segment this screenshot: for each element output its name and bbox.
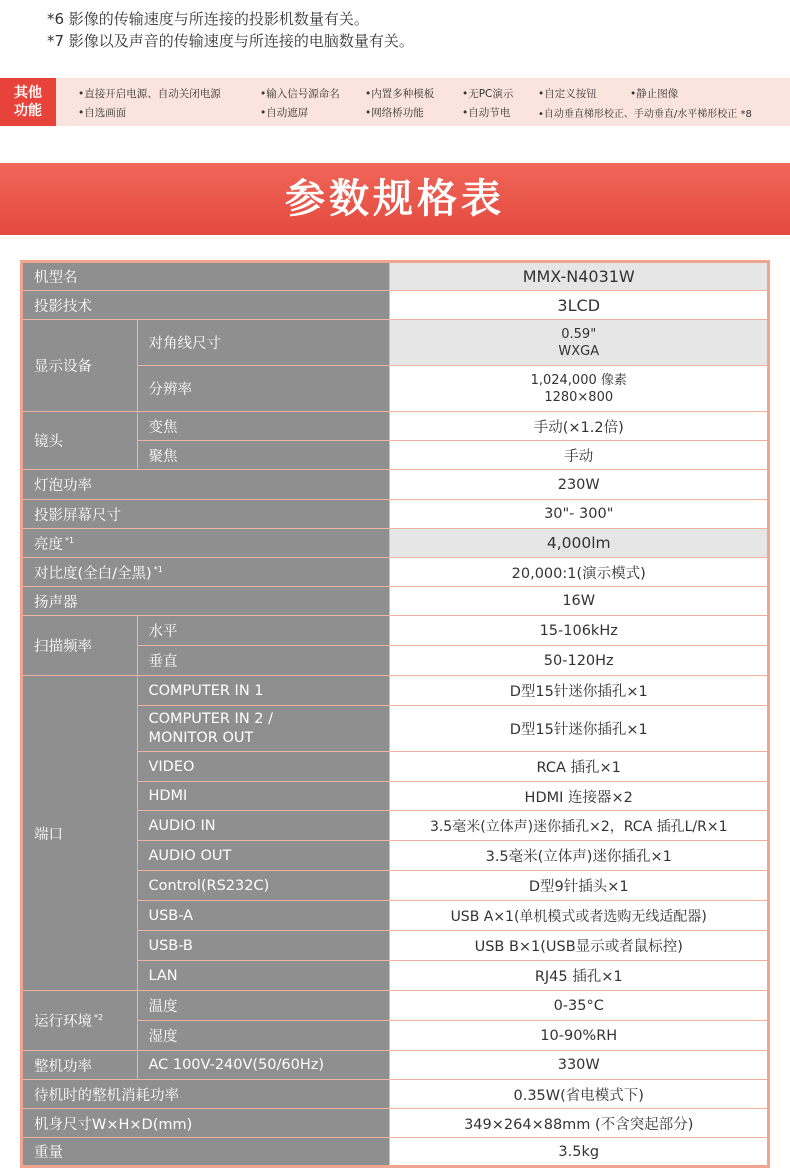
tech-value: 3LCD xyxy=(390,291,769,320)
table-row xyxy=(22,991,769,1021)
standby-value: 0.35W(省电模式下) xyxy=(390,1080,769,1109)
port-label: COMPUTER IN 1 xyxy=(138,676,390,706)
spec-banner xyxy=(0,163,790,235)
table-row xyxy=(22,616,769,646)
power-label: 整机功率 xyxy=(22,1051,138,1080)
temp-label: 温度 xyxy=(138,991,390,1021)
feature-item: •自动节电 xyxy=(462,107,511,119)
port-label: USB-B xyxy=(138,931,390,961)
spec-banner-title: 参数规格表 xyxy=(285,176,505,222)
table-row xyxy=(22,470,769,500)
port-label: LAN xyxy=(138,961,390,991)
port-label: COMPUTER IN 2 / MONITOR OUT xyxy=(138,706,390,752)
weight-label: 重量 xyxy=(22,1138,390,1167)
feature-item: •无PC演示 xyxy=(462,88,514,100)
feature-item: •自选画面 xyxy=(78,107,127,119)
footnotes xyxy=(47,8,414,52)
power-value: 330W xyxy=(390,1051,769,1080)
weight-value: 3.5kg xyxy=(390,1138,769,1167)
table-row xyxy=(22,1080,769,1109)
port-label: AUDIO IN xyxy=(138,811,390,841)
model-value: MMX-N4031W xyxy=(390,262,769,291)
table-row xyxy=(22,676,769,706)
focus-value: 手动 xyxy=(390,441,769,470)
feature-item: •输入信号源命名 xyxy=(260,88,340,100)
port-value: D型15针迷你插孔×1 xyxy=(390,706,769,752)
other-functions-strip xyxy=(0,78,790,126)
lamp-value: 230W xyxy=(390,470,769,500)
ports-label: 端口 xyxy=(22,676,138,991)
screen-value: 30"- 300" xyxy=(390,500,769,529)
port-label: HDMI xyxy=(138,782,390,811)
table-row xyxy=(22,412,769,441)
scan-h-value: 15-106kHz xyxy=(390,616,769,646)
port-label: VIDEO xyxy=(138,752,390,782)
table-row xyxy=(22,558,769,587)
zoom-label: 变焦 xyxy=(138,412,390,441)
feature-item: •网络桥功能 xyxy=(365,107,424,119)
scan-v-value: 50-120Hz xyxy=(390,646,769,676)
humidity-label: 湿度 xyxy=(138,1021,390,1051)
lamp-label: 灯泡功率 xyxy=(22,470,390,500)
port-value: HDMI 连接器×2 xyxy=(390,782,769,811)
scan-v-label: 垂直 xyxy=(138,646,390,676)
res-value: 1,024,000 像素 1280×800 xyxy=(390,366,769,412)
scan-h-label: 水平 xyxy=(138,616,390,646)
spec-table xyxy=(20,260,770,1168)
contrast-value: 20,000:1(演示模式) xyxy=(390,558,769,587)
brightness-label: 亮度 $^{*1}$ xyxy=(22,529,390,558)
table-row xyxy=(22,291,769,320)
port-label: USB-A xyxy=(138,901,390,931)
env-label: 运行环境 $^{*2}$ xyxy=(22,991,138,1051)
size-value: 349×264×88mm (不含突起部分) xyxy=(390,1109,769,1138)
port-value: D型9针插头×1 xyxy=(390,871,769,901)
footnote-7: *7 影像以及声音的传输速度与所连接的电脑数量有关。 xyxy=(47,32,414,50)
feature-item: •静止图像 xyxy=(630,88,679,100)
footnote-6: *6 影像的传输速度与所连接的投影机数量有关。 xyxy=(47,10,369,28)
res-label: 分辨率 xyxy=(138,366,390,412)
table-row xyxy=(22,262,769,291)
feature-item: •内置多种模板 xyxy=(365,88,435,100)
screen-label: 投影屏幕尺寸 xyxy=(22,500,390,529)
diag-value: 0.59" WXGA xyxy=(390,320,769,366)
zoom-value: 手动(×1.2倍) xyxy=(390,412,769,441)
table-row xyxy=(22,529,769,558)
tech-label: 投影技术 xyxy=(22,291,390,320)
port-value: 3.5毫米(立体声)迷你插孔×2，RCA 插孔L/R×1 xyxy=(390,811,769,841)
port-label: Control(RS232C) xyxy=(138,871,390,901)
feature-item: •直接开启电源、自动关闭电源 xyxy=(78,88,221,100)
port-label: AUDIO OUT xyxy=(138,841,390,871)
table-row xyxy=(22,1109,769,1138)
diag-label: 对角线尺寸 xyxy=(138,320,390,366)
feature-item: •自动遮屏 xyxy=(260,107,309,119)
port-value: D型15针迷你插孔×1 xyxy=(390,676,769,706)
table-row xyxy=(22,1051,769,1080)
focus-label: 聚焦 xyxy=(138,441,390,470)
display-label: 显示设备 xyxy=(22,320,138,412)
port-value: 3.5毫米(立体声)迷你插孔×1 xyxy=(390,841,769,871)
feature-item: •自动垂直梯形校正、手动垂直/水平梯形校正 *8 xyxy=(538,109,752,120)
humidity-value: 10-90%RH xyxy=(390,1021,769,1051)
power-voltage: AC 100V-240V(50/60Hz) xyxy=(138,1051,390,1080)
speaker-value: 16W xyxy=(390,587,769,616)
port-value: USB B×1(USB显示或者鼠标控) xyxy=(390,931,769,961)
scan-label: 扫描频率 xyxy=(22,616,138,676)
table-row xyxy=(22,320,769,366)
temp-value: 0-35°C xyxy=(390,991,769,1021)
port-value: USB A×1(单机模式或者选购无线适配器) xyxy=(390,901,769,931)
speaker-label: 扬声器 xyxy=(22,587,390,616)
port-value: RCA 插孔×1 xyxy=(390,752,769,782)
other-functions-label: 其他 功能 xyxy=(0,78,56,126)
port-value: RJ45 插孔×1 xyxy=(390,961,769,991)
feature-item: •自定义按钮 xyxy=(538,88,597,100)
size-label: 机身尺寸W×H×D(mm) xyxy=(22,1109,390,1138)
table-row xyxy=(22,587,769,616)
contrast-label: 对比度(全白/全黑) $^{*1}$ xyxy=(22,558,390,587)
model-label: 机型名 xyxy=(22,262,390,291)
table-row xyxy=(22,1138,769,1167)
table-row xyxy=(22,500,769,529)
standby-label: 待机时的整机消耗功率 xyxy=(22,1080,390,1109)
lens-label: 镜头 xyxy=(22,412,138,470)
brightness-value: 4,000lm xyxy=(390,529,769,558)
